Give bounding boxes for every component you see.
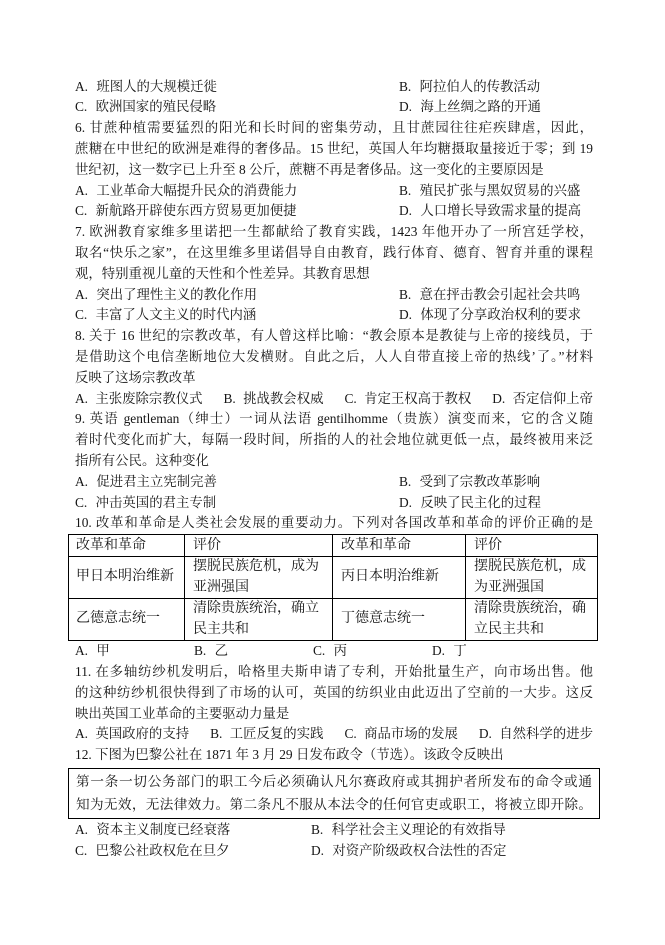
q6-option-c: C. 新航路开辟使东西方贸易更加便捷	[75, 203, 297, 219]
q10-stem: 10. 改革和革命是人类社会发展的重要动力。下列对各国改革和革命的评价正确的是	[75, 515, 593, 531]
q8-stem-line: 8. 关于 16 世纪的宗教改革，有人曾这样比喻：“教会原本是教徒与上帝的接线员，于	[75, 328, 593, 344]
table-cell: 丙日本明治维新	[333, 557, 466, 599]
q9-option-d: D. 反映了民主化的过程	[399, 494, 541, 510]
q12-option-a: A. 资本主义制度已经衰落	[75, 822, 231, 838]
q5-option-a: A. 班图人的大规模迁徙	[75, 78, 217, 94]
q10-option-a: A. 甲	[75, 643, 110, 659]
table-cell: 摆脱民族危机，成为亚洲强国	[466, 557, 598, 599]
q9-options-row-2	[75, 493, 593, 514]
table-cell: 清除贵族统治，确立民主共和	[185, 599, 333, 641]
q7-stem-line: 观，特别重视儿童的天性和个性差异。其教育思想	[75, 265, 370, 281]
table-row	[69, 599, 598, 641]
q5-options-row-2	[75, 97, 593, 118]
q11-option-a: A. 英国政府的支持	[75, 726, 190, 742]
q8-option-a: A. 主张废除宗教仪式	[75, 390, 203, 406]
q7-stem-line: 7. 欧洲教育家维多里诺把一生都献给了教育实践，1423 年他开办了一所宫廷学校，	[75, 224, 593, 240]
q12-options-row-1	[75, 820, 593, 841]
table-cell: 甲日本明治维新	[69, 557, 185, 599]
decree-line: 第一条一切公务部门的职工今后必须确认凡尔赛政府或其拥护者所发布的命令或通	[76, 773, 592, 789]
q6-options-row-1	[75, 181, 593, 202]
table-header-cell: 评价	[466, 535, 598, 557]
q6-stem-line: 世纪初，这一数字已上升至 8 公斤，蔗糖不再是奢侈品。这一变化的主要原因是	[75, 161, 544, 177]
table-cell: 清除贵族统治，确立民主共和	[466, 599, 598, 641]
q8-option-b: B. 挑战教会权威	[223, 390, 324, 406]
paris-commune-decree-box	[68, 768, 600, 819]
q12-option-b: B. 科学社会主义理论的有效指导	[311, 822, 506, 838]
q11-stem-line: 的这种纺纱机很快得到了市场的认可，英国的纺织业由此迈出了空前的一大步。这反	[75, 684, 593, 700]
q11-option-d: D. 自然科学的进步	[478, 726, 593, 742]
q5-option-c: C. 欧洲国家的殖民侵略	[75, 99, 217, 115]
q5-option-b: B. 阿拉伯人的传教活动	[399, 78, 541, 94]
q10-option-b: B. 乙	[194, 643, 229, 659]
q8-stem-line: 是借助这个电信垄断地位大发横财。自此之后，人人自带直接上帝的热线’了。”材料	[75, 348, 593, 364]
q7-options-row-1	[75, 285, 593, 306]
table-cell: 摆脱民族危机，成为亚洲强国	[185, 557, 333, 599]
q9-option-b: B. 受到了宗教改革影响	[399, 473, 541, 489]
table-header-cell: 改革和革命	[333, 535, 466, 557]
table-header-cell: 评价	[185, 535, 333, 557]
q9-stem-line: 着时代变化而扩大，每隔一段时间，所指的人的社会地位就更低一点，最终被用来泛	[75, 432, 593, 448]
q11-stem-line: 映出英国工业革命的主要驱动力量是	[75, 705, 290, 721]
q7-option-a: A. 突出了理性主义的教化作用	[75, 286, 258, 302]
q10-option-d: D. 丁	[432, 643, 467, 659]
reform-evaluation-table	[68, 534, 598, 641]
q11-option-c: C. 商品市场的发展	[344, 726, 458, 742]
q5-options-row-1	[75, 77, 593, 98]
q6-option-d: D. 人口增长导致需求量的提高	[399, 203, 582, 219]
q9-stem-line: 9. 英语 gentleman（绅士）一词从法语 gentilhomme（贵族）演变而来，它的含义随	[75, 411, 593, 427]
q7-option-c: C. 丰富了人文主义的时代内涵	[75, 307, 257, 323]
table-cell: 丁德意志统一	[333, 599, 466, 641]
q11-options-row	[75, 724, 593, 745]
q6-option-b: B. 殖民扩张与黑奴贸易的兴盛	[399, 182, 581, 198]
q12-options-row-2	[75, 841, 593, 862]
q6-stem-line: 蔗糖在中世纪的欧洲是难得的奢侈品。15 世纪，英国人年均糖摄取量接近于零；到 19	[75, 140, 593, 156]
q7-options-row-2	[75, 305, 593, 326]
q9-option-a: A. 促进君主立宪制完善	[75, 473, 217, 489]
q10-option-c: C. 丙	[313, 643, 348, 659]
q8-options-row	[75, 389, 593, 410]
decree-line: 知为无效，无法律效力。第二条凡不服从本法令的任何官吏或职工，将被立即开除。	[76, 796, 592, 812]
q5-option-d: D. 海上丝绸之路的开通	[399, 99, 541, 115]
q9-options-row-1	[75, 472, 593, 493]
q7-option-b: B. 意在抨击教会引起社会共鸣	[399, 286, 581, 302]
q12-option-c: C. 巴黎公社政权危在旦夕	[75, 842, 230, 858]
q8-option-c: C. 肯定王权高于教权	[344, 390, 472, 406]
q8-stem-line: 反映了这场宗教改革	[75, 369, 196, 385]
q11-stem-line: 11. 在多轴纺纱机发明后，哈格里夫斯申请了专利，开始批量生产，向市场出售。他	[75, 663, 593, 679]
table-cell: 乙德意志统一	[69, 599, 185, 641]
q12-option-d: D. 对资产阶级政权合法性的否定	[311, 842, 507, 858]
table-header-cell: 改革和革命	[69, 535, 185, 557]
q8-option-d: D. 否定信仰上帝	[492, 390, 593, 406]
table-header-row	[69, 535, 598, 557]
q7-option-d: D. 体现了分享政治权利的要求	[399, 307, 582, 323]
q9-stem-line: 指所有公民。这种变化	[75, 452, 209, 468]
q10-options-row	[75, 641, 593, 662]
q11-option-b: B. 工匠反复的实践	[210, 726, 324, 742]
q6-stem-line: 6. 甘蔗种植需要猛烈的阳光和长时间的密集劳动，且甘蔗园往往疟疾肆虐，因此，	[75, 120, 593, 136]
table-row	[69, 557, 598, 599]
q6-option-a: A. 工业革命大幅提升民众的消费能力	[75, 182, 298, 198]
q9-option-c: C. 冲击英国的君主专制	[75, 494, 217, 510]
q12-stem: 12. 下图为巴黎公社在 1871 年 3 月 29 日发布政令（节选）。该政令反映出	[75, 747, 504, 763]
q7-stem-line: 取名“快乐之家”，在这里维多里诺倡导自由教育，践行体育、德育、智育并重的课程	[75, 244, 593, 260]
q6-options-row-2	[75, 201, 593, 222]
